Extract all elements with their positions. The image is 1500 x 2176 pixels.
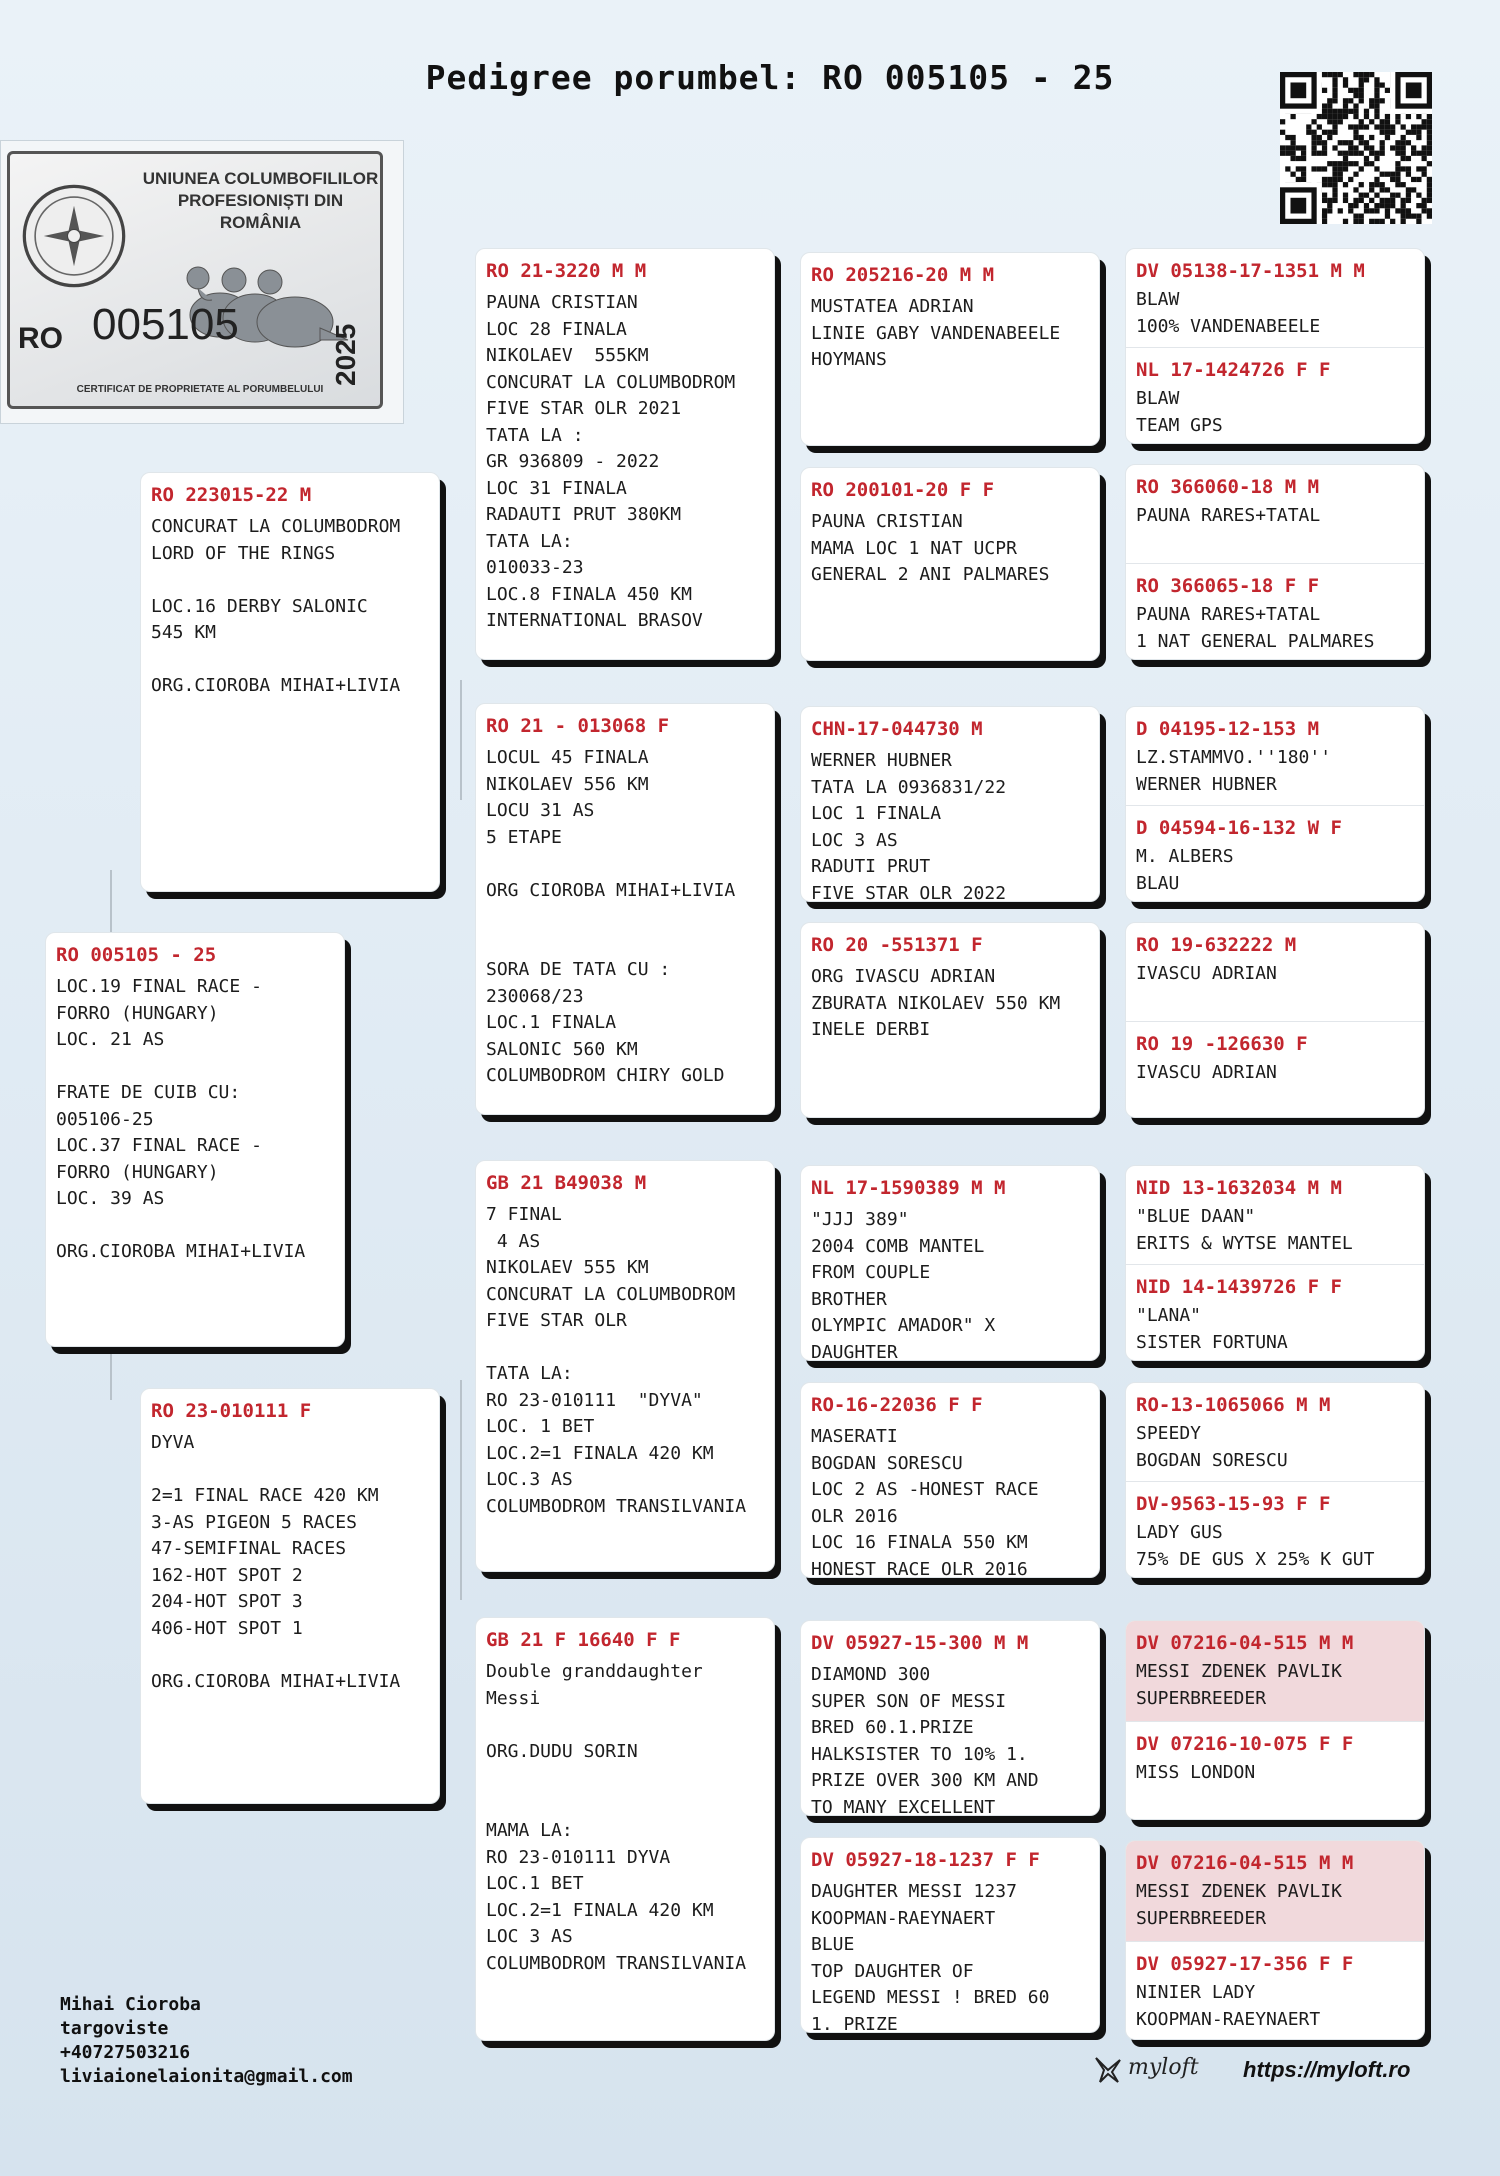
pigeon-entry: [801, 707, 1099, 902]
pigeon-entry: [1126, 805, 1424, 902]
pigeon-notes: MASERATI BOGDAN SORESCU LOC 2 AS -HONEST RACE OLR 2016 LOC 16 FINALA 550 KM HONEST RACE OLR 2016: [811, 1426, 1039, 1578]
pigeon-entry: [1126, 347, 1424, 444]
ring-number: RO 20 -551371 F: [811, 934, 983, 956]
pigeon-entry: [476, 1618, 774, 1977]
pigeon-notes: MESSI ZDENEK PAVLIK SUPERBREEDER: [1136, 1881, 1342, 1929]
ring-number: DV 07216-10-075 F F: [1136, 1733, 1354, 1755]
pigeon-entry: [1126, 923, 1424, 1021]
myloft-link[interactable]: https://myloft.ro: [1243, 2057, 1411, 2082]
ring-number: DV 05138-17-1351 M M: [1136, 260, 1365, 282]
ring-number: NID 14-1439726 F F: [1136, 1276, 1342, 1298]
pigeon-notes: SPEEDY BOGDAN SORESCU: [1136, 1423, 1288, 1471]
certificate-prefix: RO: [18, 322, 63, 355]
pigeon-notes: LADY GUS 75% DE GUS X 25% K GUT: [1136, 1522, 1375, 1570]
pigeon-card-subject: [45, 932, 345, 1347]
pigeon-notes: MUSTATEA ADRIAN LINIE GABY VANDENABEELE HOYMANS: [811, 296, 1061, 370]
pigeon-notes: Double granddaughter Messi ORG.DUDU SORIN MAMA LA: RO 23-010111 DYVA LOC.1 BET LOC.2=1 FINALA 420 KM LOC 3 AS COLUMBODROM TRANSILVANIA: [486, 1661, 747, 1974]
pigeon-card-gd2: [475, 1617, 775, 2041]
pigeon-entry: [801, 923, 1099, 1044]
ring-number: RO 23-010111 F: [151, 1400, 312, 1422]
pigeon-entry: [801, 253, 1099, 374]
pigeon-card-g4d: [1125, 922, 1425, 1118]
ring-number: DV 05927-15-300 M M: [811, 1632, 1029, 1654]
pigeon-entry: [1126, 1721, 1424, 1820]
breeder-contact: [60, 1993, 353, 2089]
pigeon-entry: [1126, 1264, 1424, 1361]
pigeon-notes: LZ.STAMMVO.''180'' WERNER HUBNER: [1136, 747, 1332, 795]
pigeon-card-g3c: [800, 706, 1100, 902]
breeder-city: targoviste: [60, 2018, 169, 2039]
certificate-year: 2025: [330, 323, 361, 386]
pigeon-card-g4g: [1125, 1620, 1425, 1820]
pigeon-notes: DIAMOND 300 SUPER SON OF MESSI BRED 60.1.PRIZE HALKSISTER TO 10% 1. PRIZE OVER 300 KM AND TO MANY EXCELLENT: [811, 1664, 1039, 1816]
ring-number: DV 05927-17-356 F F: [1136, 1953, 1354, 1975]
pigeon-card-dam: [140, 1388, 440, 1804]
breeder-email: liviaionelaionita@gmail.com: [60, 2066, 353, 2087]
pigeon-entry: [1126, 465, 1424, 563]
ring-number: RO 205216-20 M M: [811, 264, 995, 286]
pigeon-notes: "JJJ 389" 2004 COMB MANTEL FROM COUPLE BROTHER OLYMPIC AMADOR" X DAUGHTER: [811, 1209, 996, 1361]
pigeon-notes: WERNER HUBNER TATA LA 0936831/22 LOC 1 FINALA LOC 3 AS RADUTI PRUT FIVE STAR OLR 2022: [811, 750, 1007, 902]
pigeon-entry: [1126, 1166, 1424, 1264]
pigeon-notes: DYVA 2=1 FINAL RACE 420 KM 3-AS PIGEON 5 RACES 47-SEMIFINAL RACES 162-HOT SPOT 2 204-HOT SPOT 3 406-HOT SPOT 1 ORG.CIOROBA MIHAI+LIVIA: [151, 1432, 401, 1692]
pigeon-card-gs1: [475, 248, 775, 660]
ring-number: DV 07216-04-515 M M: [1136, 1852, 1354, 1874]
pigeon-entry: [46, 933, 344, 1266]
certificate-number: 005105: [92, 300, 239, 349]
qr-code-icon: [1280, 72, 1432, 224]
pigeon-card-g3d: [800, 922, 1100, 1118]
pigeon-card-gd1: [475, 703, 775, 1115]
ring-number: NID 13-1632034 M M: [1136, 1177, 1342, 1199]
pigeon-notes: "BLUE DAAN" ERITS & WYTSE MANTEL: [1136, 1206, 1353, 1254]
pigeon-notes: MISS LONDON: [1136, 1762, 1256, 1783]
ring-number: RO 366065-18 F F: [1136, 575, 1320, 597]
pigeon-card-g4a: [1125, 248, 1425, 444]
pigeon-notes: BLAW 100% VANDENABEELE: [1136, 289, 1321, 337]
pigeon-notes: LOC.19 FINAL RACE - FORRO (HUNGARY) LOC. 21 AS FRATE DE CUIB CU: 005106-25 LOC.37 FINAL RACE - FORRO (HUNGARY) LOC. 39 AS ORG.CIOROBA MIHAI+LIVIA: [56, 976, 306, 1262]
pigeon-notes: PAUNA RARES+TATAL 1 NAT GENERAL PALMARES: [1136, 604, 1375, 652]
pigeon-card-gs2: [475, 1160, 775, 1572]
pigeon-card-g3g: [800, 1620, 1100, 1816]
pigeon-entry: [801, 468, 1099, 589]
pigeon-entry: [1126, 1621, 1424, 1721]
ring-number: RO-13-1065066 M M: [1136, 1394, 1331, 1416]
pigeon-notes: DAUGHTER MESSI 1237 KOOPMAN-RAEYNAERT BLUE TOP DAUGHTER OF LEGEND MESSI ! BRED 60 1. PRIZE: [811, 1881, 1050, 2033]
ring-number: RO 21 - 013068 F: [486, 715, 670, 737]
pigeon-card-g3a: [800, 252, 1100, 446]
ring-number: RO 223015-22 M: [151, 484, 312, 506]
ring-number: GB 21 F 16640 F F: [486, 1629, 681, 1651]
pigeon-card-g4b: [1125, 464, 1425, 660]
pigeon-notes: BLAW TEAM GPS: [1136, 388, 1223, 436]
ring-certificate: [0, 140, 404, 424]
pigeon-entry: [476, 704, 774, 1090]
ring-number: DV 05927-18-1237 F F: [811, 1849, 1040, 1871]
pigeon-card-g3h: [800, 1837, 1100, 2033]
ring-number: CHN-17-044730 M: [811, 718, 983, 740]
pigeon-entry: [141, 1389, 439, 1695]
pigeon-notes: "LANA" SISTER FORTUNA: [1136, 1305, 1288, 1353]
pigeon-entry: [476, 1161, 774, 1520]
page-title: Pedigree porumbel: RO 005105 - 25: [425, 58, 1115, 97]
myloft-logo-icon: [1092, 2052, 1126, 2086]
pigeon-notes: NINIER LADY KOOPMAN-RAEYNAERT: [1136, 1982, 1321, 2030]
pigeon-card-g4h: [1125, 1840, 1425, 2040]
myloft-logo: myloft: [1128, 2055, 1199, 2080]
certificate-frame: [7, 151, 383, 409]
pigeon-entry: [1126, 1841, 1424, 1941]
certificate-org: UNIUNEA COLUMBOFILILOR PROFESIONIȘTI DIN ROMÂNIA: [142, 169, 379, 232]
pigeon-notes: IVASCU ADRIAN: [1136, 1062, 1277, 1083]
certificate-footer: CERTIFICAT DE PROPRIETATE AL PORUMBELULUI: [76, 384, 324, 395]
pigeon-entry: [801, 1838, 1099, 2033]
ring-number: DV 07216-04-515 M M: [1136, 1632, 1354, 1654]
ring-number: RO 005105 - 25: [56, 944, 217, 966]
pigeon-entry: [141, 473, 439, 700]
breeder-phone: +40727503216: [60, 2042, 191, 2063]
pigeon-notes: 7 FINAL 4 AS NIKOLAEV 555 KM CONCURAT LA COLUMBODROM FIVE STAR OLR TATA LA: RO 23-010111 "DYVA" LOC. 1 BET LOC.2=1 FINALA 420 KM LOC.3 AS COLUMBODROM TRANSILVANIA: [486, 1204, 747, 1517]
pigeon-entry: [1126, 249, 1424, 347]
pigeon-entry: [1126, 1383, 1424, 1481]
ring-number: D 04594-16-132 W F: [1136, 817, 1342, 839]
pigeon-entry: [801, 1621, 1099, 1816]
ring-number: RO 19 -126630 F: [1136, 1033, 1308, 1055]
breeder-name: Mihai Cioroba: [60, 1994, 201, 2015]
pigeon-notes: CONCURAT LA COLUMBODROM LORD OF THE RINGS LOC.16 DERBY SALONIC 545 KM ORG.CIOROBA MIHAI+LIVIA: [151, 516, 401, 696]
pigeon-notes: MESSI ZDENEK PAVLIK SUPERBREEDER: [1136, 1661, 1342, 1709]
pigeon-entry: [1126, 707, 1424, 805]
ring-number: NL 17-1424726 F F: [1136, 359, 1331, 381]
ring-number: RO-16-22036 F F: [811, 1394, 983, 1416]
pigeon-entry: [1126, 563, 1424, 660]
ring-number: D 04195-12-153 M: [1136, 718, 1320, 740]
pigeon-card-g4e: [1125, 1165, 1425, 1361]
pigeon-entry: [1126, 1021, 1424, 1118]
pigeon-notes: PAUNA CRISTIAN MAMA LOC 1 NAT UCPR GENERAL 2 ANI PALMARES: [811, 511, 1050, 585]
pigeon-card-sire: [140, 472, 440, 892]
pigeon-entry: [476, 249, 774, 635]
pigeon-entry: [1126, 1941, 1424, 2040]
pigeon-notes: PAUNA CRISTIAN LOC 28 FINALA NIKOLAEV 555KM CONCURAT LA COLUMBODROM FIVE STAR OLR 2021 TATA LA : GR 936809 - 2022 LOC 31 FINALA RADAUTI PRUT 380KM TATA LA: 010033-23 LOC.8 FINALA 450 KM INTERNATIONAL BRASOV: [486, 292, 736, 631]
ring-number: RO 366060-18 M M: [1136, 476, 1320, 498]
pigeon-entry: [1126, 1481, 1424, 1578]
ring-number: RO 21-3220 M M: [486, 260, 647, 282]
pigeon-notes: IVASCU ADRIAN: [1136, 963, 1277, 984]
pigeon-card-g3b: [800, 467, 1100, 661]
pigeon-card-g4f: [1125, 1382, 1425, 1578]
pigeon-card-g3e: [800, 1165, 1100, 1361]
ring-number: RO 200101-20 F F: [811, 479, 995, 501]
connector-line: [460, 1380, 462, 1600]
pigeon-notes: M. ALBERS BLAU: [1136, 846, 1234, 894]
pigeon-entry: [801, 1166, 1099, 1361]
pigeon-notes: PAUNA RARES+TATAL: [1136, 505, 1321, 526]
connector-line: [460, 680, 462, 800]
ring-number: NL 17-1590389 M M: [811, 1177, 1006, 1199]
pigeon-entry: [801, 1383, 1099, 1578]
pigeon-card-g4c: [1125, 706, 1425, 902]
pigeon-notes: LOCUL 45 FINALA NIKOLAEV 556 KM LOCU 31 AS 5 ETAPE ORG CIOROBA MIHAI+LIVIA SORA DE TATA CU : 230068/23 LOC.1 FINALA SALONIC 560 KM COLUMBODROM CHIRY GOLD: [486, 747, 736, 1086]
pigeon-notes: ORG IVASCU ADRIAN ZBURATA NIKOLAEV 550 KM INELE DERBI: [811, 966, 1061, 1040]
ucpr-seal-icon: [20, 182, 128, 290]
ring-number: GB 21 B49038 M: [486, 1172, 647, 1194]
ring-number: RO 19-632222 M: [1136, 934, 1297, 956]
ring-number: DV-9563-15-93 F F: [1136, 1493, 1331, 1515]
pigeon-card-g3f: [800, 1382, 1100, 1578]
